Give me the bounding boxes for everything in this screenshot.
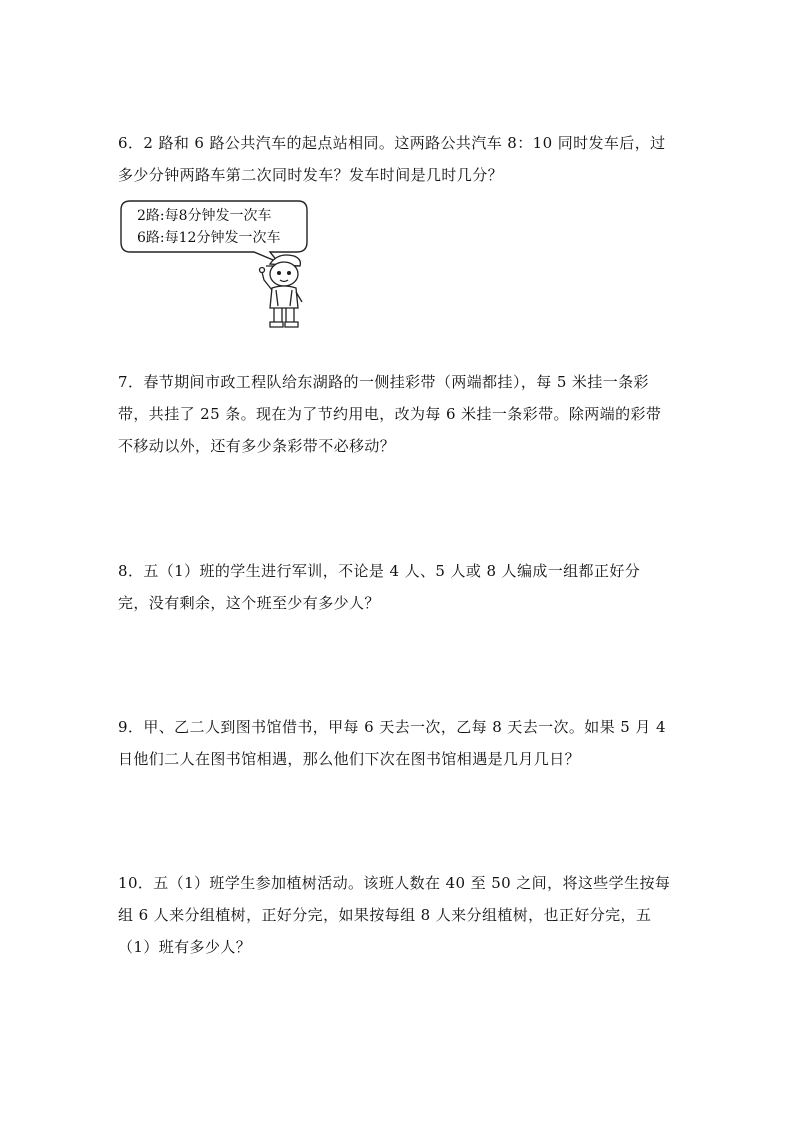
question-10-line-3: （1）班有多少人？ xyxy=(118,938,252,956)
question-9 xyxy=(118,711,678,775)
question-7 xyxy=(118,366,678,462)
question-9-line-1: 9．甲、乙二人到图书馆借书，甲每 6 天去一次，乙每 8 天去一次。如果 5 月 4 xyxy=(118,718,666,736)
question-6 xyxy=(118,127,678,191)
question-8-line-1: 8．五（1）班的学生进行军训，不论是 4 人、5 人或 8 人编成一组都正好分 xyxy=(118,562,641,580)
question-9-line-2: 日他们二人在图书馆相遇，那么他们下次在图书馆相遇是几月几日？ xyxy=(118,750,581,768)
cartoon-boy-icon xyxy=(256,250,312,334)
question-7-line-1: 7．春节期间市政工程队给东湖路的一侧挂彩带（两端都挂），每 5 米挂一条彩 xyxy=(118,373,649,391)
speech-bubble-text xyxy=(137,205,280,249)
question-6-line-2: 多少分钟两路车第二次同时发车？发车时间是几时几分？ xyxy=(118,166,504,184)
question-6-line-1: 6．2 路和 6 路公共汽车的起点站相同。这两路公共汽车 8：10 同时发车后，过 xyxy=(118,134,666,152)
bubble-line-2: 6路:每12分钟发一次车 xyxy=(137,230,281,246)
question-8-line-2: 完，没有剩余，这个班至少有多少人？ xyxy=(118,594,380,612)
question-10-line-1: 10．五（1）班学生参加植树活动。该班人数在 40 至 50 之间，将这些学生按每 xyxy=(118,874,671,892)
question-7-line-3: 不移动以外，还有多少条彩带不必移动？ xyxy=(118,437,396,455)
bubble-line-1: 2路:每8分钟发一次车 xyxy=(137,208,272,224)
question-10-line-2: 组 6 人来分组植树，正好分完，如果按每组 8 人来分组植树，也正好分完，五 xyxy=(118,906,652,924)
question-10 xyxy=(118,867,678,963)
question-7-line-2: 带，共挂了 25 条。现在为了节约用电，改为每 6 米挂一条彩带。除两端的彩带 xyxy=(118,405,662,423)
question-8 xyxy=(118,555,678,619)
